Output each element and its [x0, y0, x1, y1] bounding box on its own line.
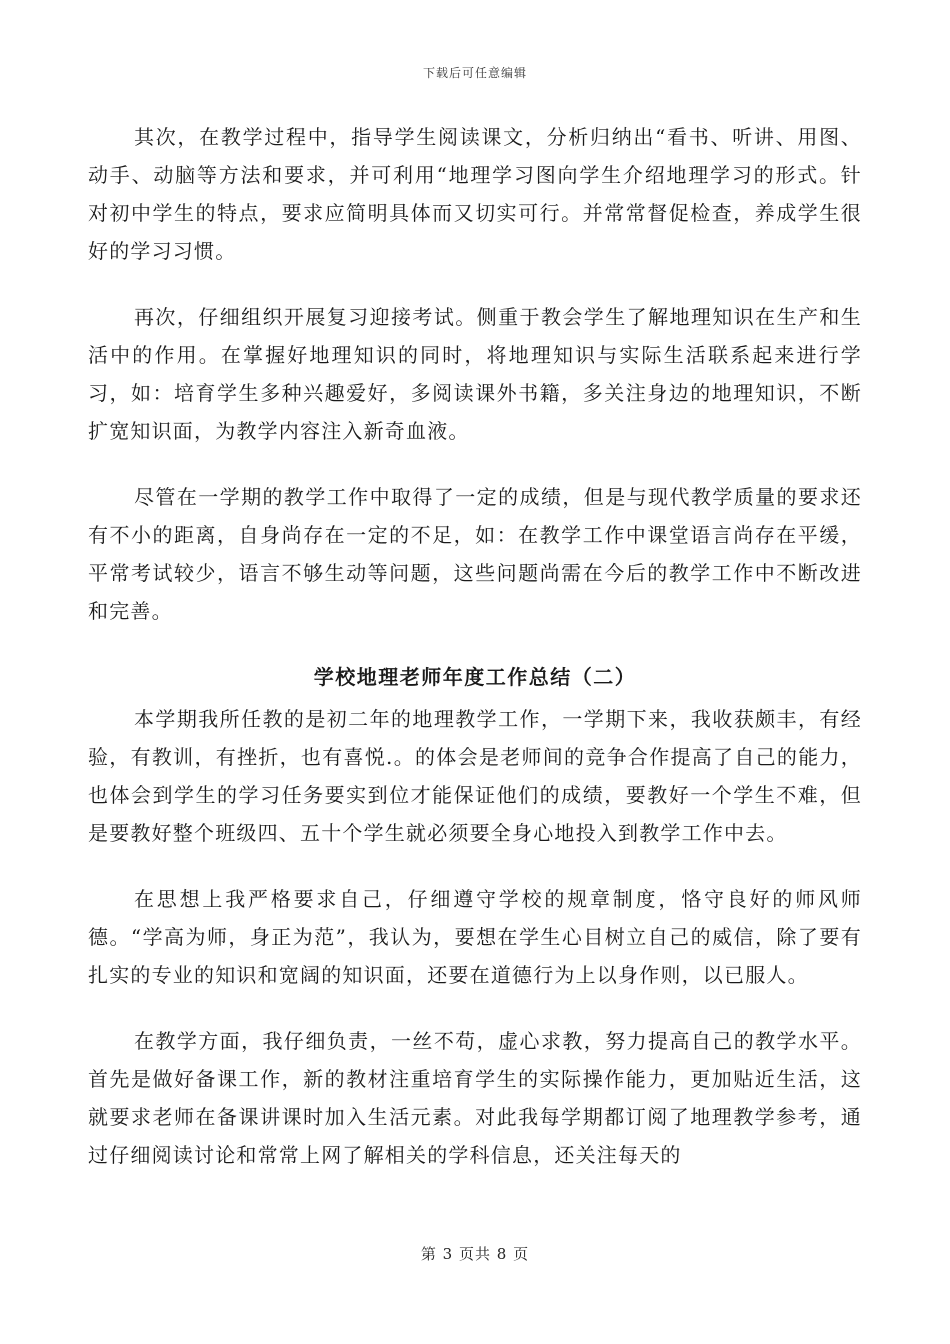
page-header: 下载后可任意编辑: [422, 66, 527, 80]
paragraph: 再次，仔细组织开展复习迎接考试。侧重于教会学生了解地理知识在生产和生活中的作用。在掌握好地理知识的同时，将地理知识与实际生活联系起来进行学习，如：培育学生多种兴趣爱好，多阅读课外书籍，多关注身边的地理知识，不断扩宽知识面，为教学内容注入新奇血液。: [88, 305, 862, 443]
paragraph: 在思想上我严格要求自己，仔细遵守学校的规章制度，恪守良好的师风师德。“学高为师，身正为范”，我认为，要想在学生心目树立自己的威信，除了要有扎实的专业的知识和宽阔的知识面，还要在道德行为上以身作则，以已服人。: [88, 887, 862, 987]
section-title: 学校地理老师年度工作总结（二）: [313, 665, 637, 689]
page-footer: 第 3 页共 8 页: [420, 1245, 530, 1263]
document-body: [88, 118, 862, 1202]
paragraph: 在教学方面，我仔细负责，一丝不苟，虚心求教，努力提高自己的教学水平。首先是做好备课工作，新的教材注重培育学生的实际操作能力，更加贴近生活，这就要求老师在备课讲课时加入生活元素。对此我每学期都订阅了地理教学参考，通过仔细阅读讨论和常常上网了解相关的学科信息，还关注每天的: [88, 1029, 862, 1167]
paragraph: 其次，在教学过程中，指导学生阅读课文，分析归纳出“看书、听讲、用图、动手、动脑等方法和要求，并可利用“地理学习图向学生介绍地理学习的形式。针对初中学生的特点，要求应简明具体而又切实可行。并常常督促检查，养成学生很好的学习习惯。: [88, 125, 862, 263]
paragraph: 本学期我所任教的是初二年的地理教学工作，一学期下来，我收获颇丰，有经验，有教训，有挫折，也有喜悦.。的体会是老师间的竞争合作提高了自己的能力，也体会到学生的学习任务要实到位才能保证他们的成绩，要教好一个学生不难，但是要教好整个班级四、五十个学生就必须要全身心地投入到教学工作中去。: [88, 707, 862, 845]
paragraph: 尽管在一学期的教学工作中取得了一定的成绩，但是与现代教学质量的要求还有不小的距离，自身尚存在一定的不足，如：在教学工作中课堂语言尚存在平缓，平常考试较少，语言不够生动等问题，这些问题尚需在今后的教学工作中不断改进和完善。: [88, 485, 862, 623]
